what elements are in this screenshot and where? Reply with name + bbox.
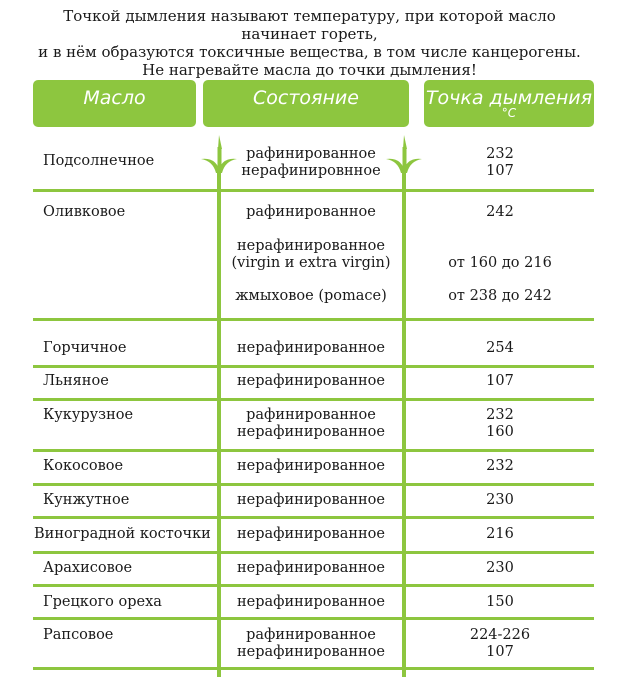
oil-state: нерафинированное xyxy=(237,526,385,542)
oil-name: Оливковое xyxy=(43,204,126,220)
smoke-point-value: 232 xyxy=(486,458,514,474)
oil-state: нерафинированное xyxy=(237,644,385,660)
header-state-label: Состояние xyxy=(253,87,359,109)
row-divider xyxy=(33,584,594,587)
smoke-point-value: от 238 до 242 xyxy=(448,288,552,304)
smoke-point-value: 230 xyxy=(486,492,514,508)
oil-state: нерафинированное xyxy=(237,492,385,508)
row-divider xyxy=(33,398,594,401)
oil-state: рафинированное xyxy=(246,204,376,220)
intro-line-1: Точкой дымления называют температуру, при которой масло xyxy=(63,7,556,25)
row-divider xyxy=(33,551,594,554)
oil-state: нерафинированное xyxy=(237,340,385,356)
smoke-point-value: 107 xyxy=(486,373,514,389)
smoke-point-value: от 160 до 216 xyxy=(448,255,552,271)
smoke-point-value: 232 xyxy=(486,407,514,423)
smoke-point-value: 224-226 xyxy=(469,627,531,643)
row-divider xyxy=(33,516,594,519)
smoke-point-value: 242 xyxy=(486,204,514,220)
row-divider xyxy=(33,365,594,368)
oil-state: нерафинировнное xyxy=(241,163,381,179)
oil-name: Кукурузное xyxy=(43,407,134,423)
header-oil xyxy=(33,80,196,127)
oil-name: Грецкого ореха xyxy=(43,594,162,610)
oil-state: рафинированное xyxy=(246,407,376,423)
header-smoke-point xyxy=(424,80,594,127)
oil-state: нерафинированное xyxy=(237,238,385,254)
oil-state: нерафинированное xyxy=(237,560,385,576)
row-divider xyxy=(33,449,594,452)
smoke-point-value: 160 xyxy=(486,424,514,440)
oil-state: (virgin и extra virgin) xyxy=(231,255,391,271)
oil-state: нерафинированное xyxy=(237,424,385,440)
row-divider xyxy=(33,318,594,321)
smoke-point-value: 230 xyxy=(486,560,514,576)
smoke-point-value: 150 xyxy=(486,594,514,610)
intro-line-4: Не нагревайте масла до точки дымления! xyxy=(142,61,477,79)
header-state xyxy=(203,80,409,127)
oil-state: рафинированное xyxy=(246,146,376,162)
oil-name: Рапсовое xyxy=(43,627,114,643)
row-divider xyxy=(33,617,594,620)
oil-name: Арахисовое xyxy=(43,560,133,576)
row-divider xyxy=(33,483,594,486)
oil-name: Горчичное xyxy=(43,340,127,356)
intro-line-3: и в нём образуются токсичные вещества, в том числе канцерогены. xyxy=(38,43,581,61)
row-divider xyxy=(33,189,594,192)
smoke-point-value: 107 xyxy=(486,163,514,179)
oil-state: нерафинированное xyxy=(237,373,385,389)
header-oil-label: Масло xyxy=(83,87,146,109)
intro-line-2: начинает гореть, xyxy=(241,25,378,43)
smoke-point-value: 216 xyxy=(486,526,514,542)
oil-name: Виноградной косточки xyxy=(34,526,211,542)
oil-name: Кунжутное xyxy=(43,492,130,508)
oil-name: Льняное xyxy=(43,373,109,389)
smoke-point-value: 107 xyxy=(486,644,514,660)
oil-state: жмыховое (pomace) xyxy=(235,288,387,304)
oil-state: нерафинированное xyxy=(237,594,385,610)
oil-name: Кокосовое xyxy=(43,458,124,474)
header-smoke-point-label: Точка дымления xyxy=(425,87,593,109)
oil-name: Подсолнечное xyxy=(43,153,155,169)
row-divider xyxy=(33,667,594,670)
oil-state: рафинированное xyxy=(246,627,376,643)
intro-text xyxy=(0,7,619,79)
oil-state: нерафинированное xyxy=(237,458,385,474)
smoke-point-value: 232 xyxy=(486,146,514,162)
header-unit-label: °C xyxy=(501,106,517,120)
smoke-point-value: 254 xyxy=(486,340,514,356)
